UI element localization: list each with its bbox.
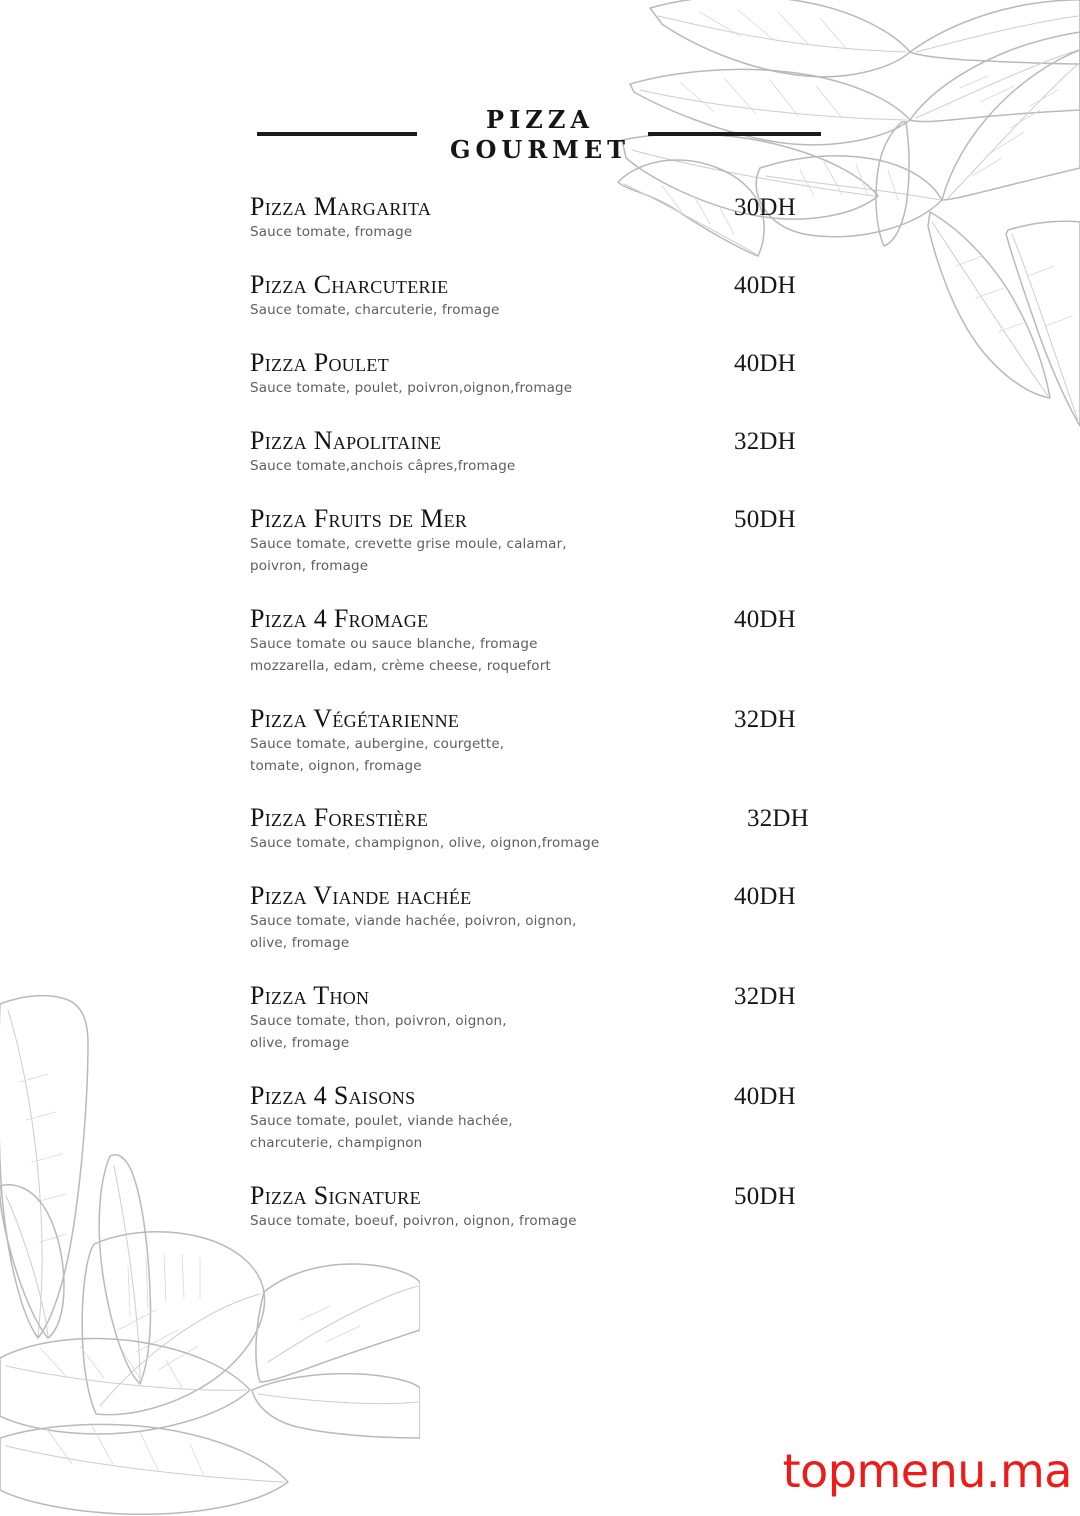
menu-item-description <box>250 456 720 478</box>
menu-item-description <box>250 833 720 855</box>
menu-item-row <box>250 192 830 221</box>
menu-item <box>250 604 830 678</box>
menu-item-price: 40DH <box>734 271 796 299</box>
menu-item-price: 40DH <box>734 349 796 377</box>
menu-item <box>250 881 830 955</box>
menu-item-row <box>250 1181 830 1210</box>
menu-item-description-line: Sauce tomate, poulet, viande hachée, <box>250 1113 513 1130</box>
menu-item <box>250 981 830 1055</box>
header-title-line-2: GOURMET <box>450 135 630 164</box>
menu-item-row <box>250 1081 830 1110</box>
menu-item-name: Pizza Viande hachée <box>250 881 472 911</box>
menu-item-price: 30DH <box>734 194 796 221</box>
menu-item-row <box>250 981 830 1010</box>
menu-item-price: 40DH <box>734 883 796 911</box>
header-title-line-1: PIZZA <box>486 105 594 134</box>
menu-section-header <box>250 105 830 170</box>
menu-item-name: Pizza 4 Fromage <box>250 603 429 633</box>
menu-item-description-line: mozzarella, edam, crème cheese, roquefort <box>250 657 551 674</box>
menu-item-price: 32DH <box>734 705 796 733</box>
menu-item-description <box>250 378 720 400</box>
header-title-block <box>250 105 830 164</box>
menu-item-name: Pizza Charcuterie <box>250 269 449 299</box>
menu-item-row <box>250 803 830 832</box>
menu-item-name: Pizza Napolitaine <box>250 425 442 455</box>
menu-item <box>250 348 830 400</box>
menu-item <box>250 270 830 322</box>
menu-item-row <box>250 426 830 455</box>
menu-item-price: 40DH <box>734 605 796 633</box>
menu-item-description-line: tomate, oignon, fromage <box>250 757 422 774</box>
menu-item-name: Pizza Fruits de Mer <box>250 503 468 533</box>
menu-item-description <box>250 534 720 578</box>
menu-item-description-line: Sauce tomate, boeuf, poivron, oignon, fromage <box>250 1212 577 1229</box>
menu-item-description-line: poivron, fromage <box>250 557 369 574</box>
menu-item-description <box>250 300 720 322</box>
menu-item-row <box>250 348 830 377</box>
menu-item-name: Pizza Thon <box>250 981 370 1011</box>
menu-item-row <box>250 704 830 733</box>
menu-item-price: 32DH <box>747 805 809 833</box>
menu-item-description <box>250 734 720 778</box>
menu-item-name: Pizza Signature <box>250 1180 421 1210</box>
menu-item-description <box>250 1111 720 1155</box>
menu-item-name: Pizza Poulet <box>250 347 389 377</box>
menu-item <box>250 803 830 855</box>
menu-item-description <box>250 1211 720 1233</box>
menu-item-description-line: Sauce tomate, champignon, olive, oignon,fromage <box>250 835 600 852</box>
menu-item-price: 50DH <box>734 505 796 533</box>
menu-item-description-line: olive, fromage <box>250 935 350 952</box>
menu-item <box>250 426 830 478</box>
menu-item-description <box>250 222 720 244</box>
menu-item-description-line: Sauce tomate,anchois câpres,fromage <box>250 458 516 475</box>
menu-item-description-line: Sauce tomate, aubergine, courgette, <box>250 735 505 752</box>
menu-item-row <box>250 270 830 299</box>
menu-item <box>250 704 830 778</box>
menu-item-price: 40DH <box>734 1082 796 1110</box>
menu-item-name: Pizza 4 Saisons <box>250 1080 416 1110</box>
menu-item-description-line: Sauce tomate ou sauce blanche, fromage <box>250 635 538 652</box>
menu-item-row <box>250 604 830 633</box>
menu-item-name: Pizza Margarita <box>250 192 432 221</box>
menu-item-description-line: Sauce tomate, crevette grise moule, calamar, <box>250 535 567 552</box>
menu-item-price: 32DH <box>734 983 796 1011</box>
menu-item-description-line: Sauce tomate, thon, poivron, oignon, <box>250 1013 507 1030</box>
menu-item-description-line: Sauce tomate, poulet, poivron,oignon,fromage <box>250 380 573 397</box>
menu-item-description-line: charcuterie, champignon <box>250 1134 423 1151</box>
menu-item <box>250 504 830 578</box>
menu-item <box>250 192 830 244</box>
site-watermark: topmenu.ma <box>782 1444 1072 1498</box>
menu-item-description <box>250 911 720 955</box>
menu-item-name: Pizza Forestière <box>250 803 429 833</box>
menu-item-description-line: Sauce tomate, fromage <box>250 224 413 241</box>
menu-item <box>250 1181 830 1233</box>
menu-item-description-line: Sauce tomate, viande hachée, poivron, oignon, <box>250 913 577 930</box>
menu-item-price: 32DH <box>734 427 796 455</box>
menu-item-description-line: olive, fromage <box>250 1035 350 1052</box>
menu-item-description <box>250 634 720 678</box>
menu-item <box>250 1081 830 1155</box>
menu-item-description <box>250 1011 720 1055</box>
menu-item-name: Pizza Végétarienne <box>250 703 460 733</box>
menu-item-list <box>250 192 830 1259</box>
menu-item-description-line: Sauce tomate, charcuterie, fromage <box>250 302 500 319</box>
menu-item-row <box>250 881 830 910</box>
menu-item-row <box>250 504 830 533</box>
menu-item-price: 50DH <box>734 1182 796 1210</box>
